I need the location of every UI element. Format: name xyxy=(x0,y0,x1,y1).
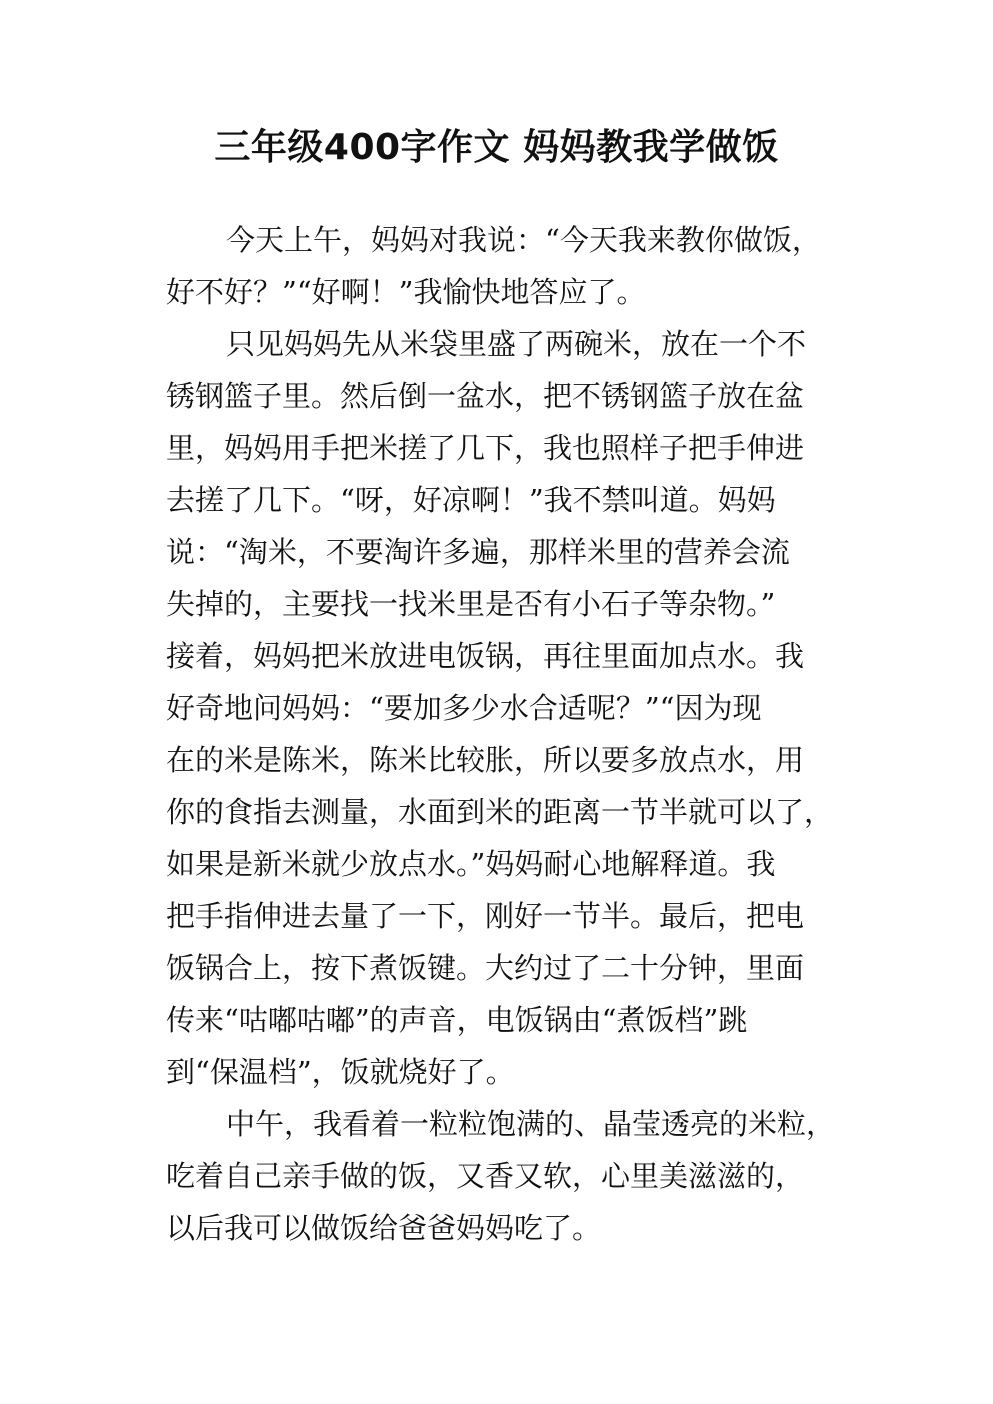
text-line: 到“保温档”，饭就烧好了。 xyxy=(166,1055,515,1089)
text-line: 中午，我看着一粒粒饱满的、晶莹透亮的米粒， xyxy=(226,1107,836,1141)
page-title: 三年级400字作文 妈妈教我学做饭 xyxy=(214,127,779,168)
text-line: 传来“咕嘟咕嘟”的声音，电饭锅由“煮饭档”跳 xyxy=(166,1003,748,1037)
essay-body xyxy=(166,214,838,1254)
text-line: 吃着自己亲手做的饭，又香又软，心里美滋滋的， xyxy=(166,1159,805,1193)
text-line: 只见妈妈先从米袋里盛了两碗米，放在一个不 xyxy=(226,327,807,361)
text-line: 你的食指去测量，水面到米的距离一节半就可以了， xyxy=(166,795,834,829)
text-line: 锈钢篮子里。然后倒一盆水，把不锈钢篮子放在盆 xyxy=(166,379,805,413)
text-line: 饭锅合上，按下煮饭键。大约过了二十分钟，里面 xyxy=(166,951,805,985)
text-line: 里，妈妈用手把米搓了几下，我也照样子把手伸进 xyxy=(166,431,805,465)
text-line: 在的米是陈米，陈米比较胀，所以要多放点水，用 xyxy=(166,743,805,777)
text-line: 好奇地问妈妈：“要加多少水合适呢？”“因为现 xyxy=(166,691,762,725)
text-line: 今天上午，妈妈对我说：“今天我来教你做饭， xyxy=(226,223,821,257)
paragraph-1 xyxy=(166,214,838,318)
paragraph-3 xyxy=(166,1098,838,1254)
text-line: 把手指伸进去量了一下，刚好一节半。最后，把电 xyxy=(166,899,805,933)
text-line: 以后我可以做饭给爸爸妈妈吃了。 xyxy=(166,1211,602,1245)
text-line: 如果是新米就少放点水。”妈妈耐心地解释道。我 xyxy=(166,847,776,881)
text-line: 去搓了几下。“呀，好凉啊！”我不禁叫道。妈妈 xyxy=(166,483,776,517)
text-line: 好不好？”“好啊！”我愉快地答应了。 xyxy=(166,275,646,309)
paragraph-2 xyxy=(166,318,838,1098)
text-line: 说：“淘米，不要淘许多遍，那样米里的营养会流 xyxy=(166,535,790,569)
text-line: 接着，妈妈把米放进电饭锅，再往里面加点水。我 xyxy=(166,639,805,673)
text-line: 失掉的，主要找一找米里是否有小石子等杂物。” xyxy=(166,587,776,621)
